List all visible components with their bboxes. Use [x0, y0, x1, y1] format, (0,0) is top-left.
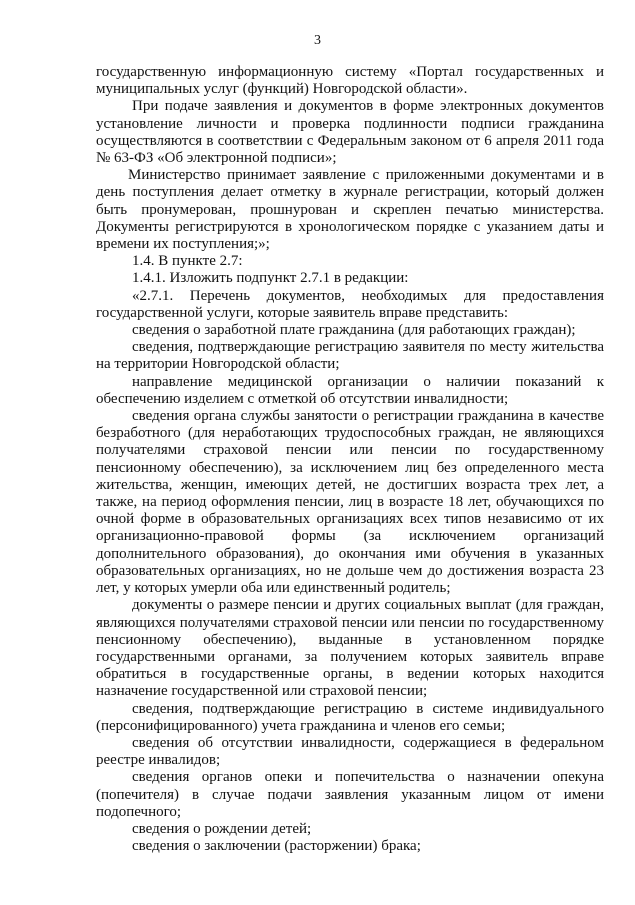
list-item: сведения, подтверждающие регистрацию заявителя по месту жительства на территории Новгородской области;	[96, 339, 604, 373]
paragraph: «2.7.1. Перечень документов, необходимых для предоставления государственной услуги, которые заявитель вправе представить:	[96, 287, 604, 321]
paragraph: государственную информационную систему «Портал государственных и муниципальных услуг (функций) Новгородской области».	[96, 64, 604, 98]
list-item: сведения о заключении (расторжении) брака;	[132, 838, 421, 855]
list-item: сведения, подтверждающие регистрацию в системе индивидуального (персонифицированного) учета гражданина и членов его семьи;	[96, 700, 604, 734]
list-item: сведения о заработной плате гражданина (для работающих граждан);	[132, 322, 576, 339]
list-item: сведения о рождении детей;	[132, 820, 312, 837]
list-item: направление медицинской организации о наличии показаний к обеспечению изделием с отметкой об отсутствии инвалидности;	[96, 373, 604, 407]
paragraph: 1.4.1. Изложить подпункт 2.7.1 в редакции:	[132, 270, 409, 287]
list-item: сведения органа службы занятости о регистрации гражданина в качестве безработного (для неработающих трудоспособных граждан, не являющихся получателями страховой пенсии или пенсии по государственному пенсионному обеспечению), за исключением лиц без определенного места жительства, женщин, имеющих детей, не достигших возраста трех лет, а также, на период оформления пенсии, лиц в возрасте 18 лет, обучающихся по очной форме в образовательных организациях всех типов независимо от их организационно-правовой формы (за исключением организаций дополнительного образования), до окончания ими обучения в указанных образовательных организациях, но не дольше чем до достижения возраста 23 лет, у которых умерли оба или единственный родитель;	[96, 408, 604, 597]
list-item: сведения органов опеки и попечительства о назначении опекуна (попечителя) в случае подачи заявления указанным лицом от имени подопечного;	[96, 769, 604, 820]
page-number: 3	[314, 33, 321, 48]
document-body	[96, 64, 604, 855]
paragraph: При подаче заявления и документов в форме электронных документов установление личности и проверка подлинности подписи гражданина осуществляются в соответствии с Федеральным законом от 6 апреля 2011 года № 63-ФЗ «Об электронной подписи»;	[96, 98, 604, 167]
paragraph: 1.4. В пункте 2.7:	[132, 253, 243, 270]
list-item: документы о размере пенсии и других социальных выплат (для граждан, являющихся получателями страховой пенсии или пенсии по государственному пенсионному обеспечению), выданные в установленном порядке государственными органами, за получением которых заявитель вправе обратиться в государственные органы, в ведении которых находится назначение государственной или страховой пенсии;	[96, 597, 604, 700]
paragraph: Министерство принимает заявление с приложенными документами и в день поступления делает отметку в журнале регистрации, который должен быть пронумерован, прошнурован и скреплен печатью министерства. Документы регистрируются в хронологическом порядке с указанием даты и времени их поступления;»;	[96, 167, 604, 253]
list-item: сведения об отсутствии инвалидности, содержащиеся в федеральном реестре инвалидов;	[96, 734, 604, 769]
